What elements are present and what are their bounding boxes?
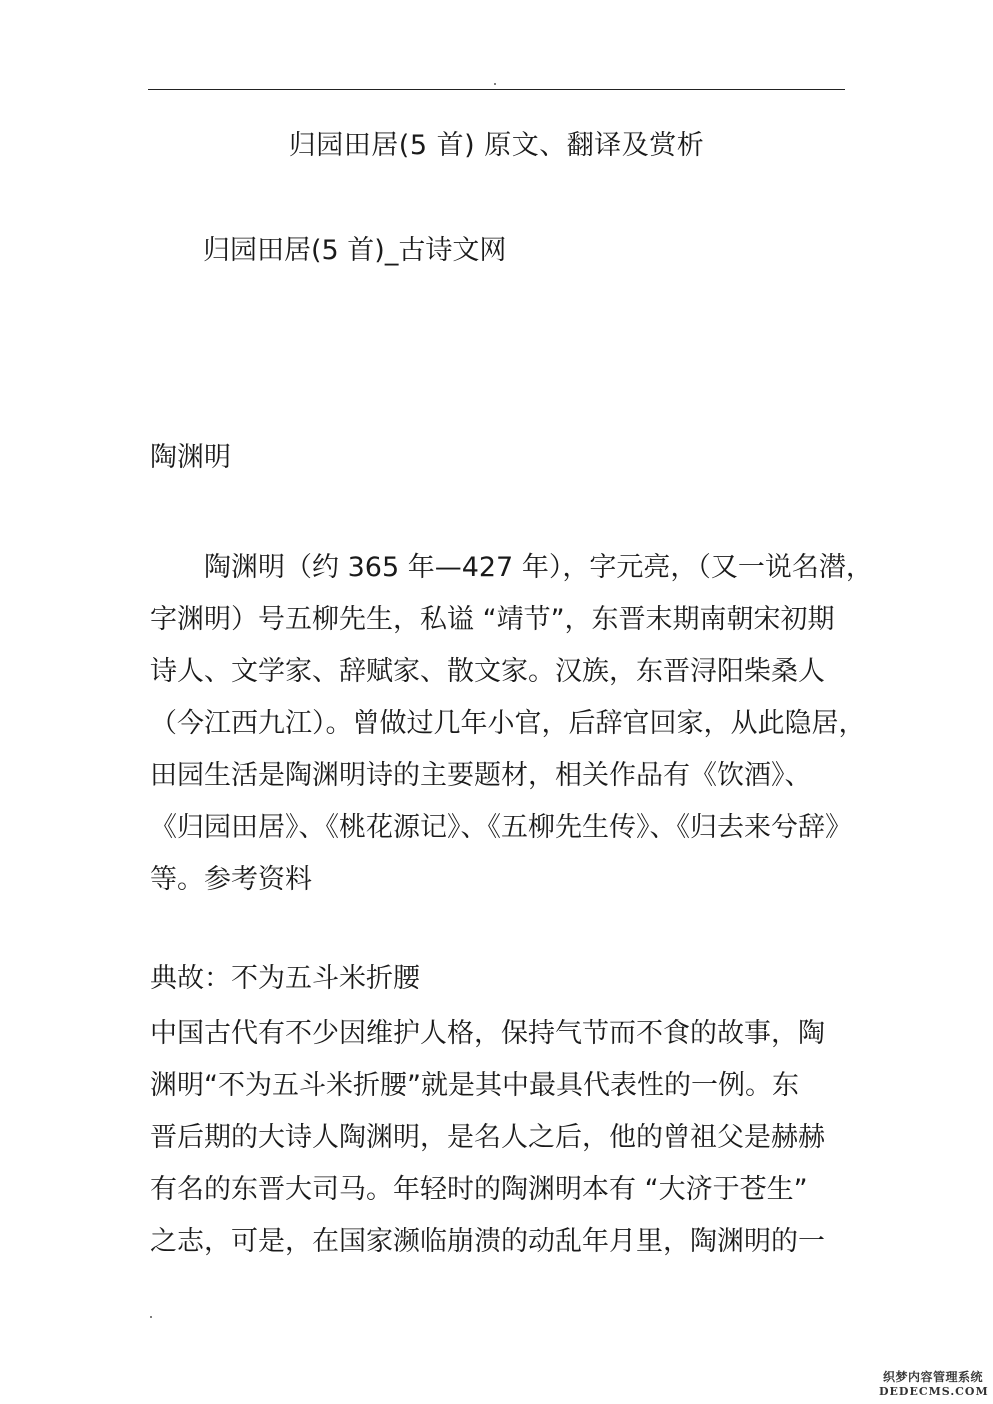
bio-line: 诗人、文学家、辞赋家、散文家。汉族，东晋浔阳柴桑人 (150, 656, 825, 687)
header-dot (494, 83, 496, 85)
bio-line: 陶渊明（约 365 年—427 年），字元亮，（又一说名潜， (204, 552, 873, 583)
watermark-cn: 织梦内容管理系统 (882, 1370, 983, 1384)
story-line: 晋后期的大诗人陶渊明，是名人之后，他的曾祖父是赫赫 (150, 1122, 825, 1153)
bio-line: 等。参考资料 (150, 864, 312, 895)
story-line: 之志，可是，在国家濒临崩溃的动乱年月里，陶渊明的一 (150, 1226, 825, 1257)
story-line: 有名的东晋大司马。年轻时的陶渊明本有 “大济于苍生” (150, 1174, 808, 1205)
watermark-logo (879, 1370, 987, 1398)
story-line: 中国古代有不少因维护人格，保持气节而不食的故事，陶 (150, 1018, 825, 1049)
bio-line: 《归园田居》、《桃花源记》、《五柳先生传》、《归去来兮辞》 (150, 812, 852, 843)
page-subtitle: 归园田居(5 首)_古诗文网 (203, 235, 507, 266)
bio-line: 田园生活是陶渊明诗的主要题材，相关作品有《饮酒》、 (150, 760, 812, 791)
footer-dot (150, 1316, 152, 1318)
bio-line: 字渊明）号五柳先生，私谥 “靖节”，东晋末期南朝宋初期 (150, 604, 835, 635)
story-line: 渊明“不为五斗米折腰”就是其中最具代表性的一例。东 (150, 1070, 799, 1101)
author-bio (150, 542, 873, 906)
page-title: 归园田居(5 首) 原文、翻译及赏析 (288, 130, 705, 161)
story-body (150, 1008, 870, 1268)
bio-line: （今江西九江）。曾做过几年小官，后辞官回家，从此隐居， (150, 708, 866, 739)
header-rule (148, 89, 845, 90)
author-heading: 陶渊明 (150, 442, 231, 473)
story-title: 典故：不为五斗米折腰 (150, 963, 420, 994)
watermark-en: DEDECMS.COM (879, 1385, 989, 1398)
